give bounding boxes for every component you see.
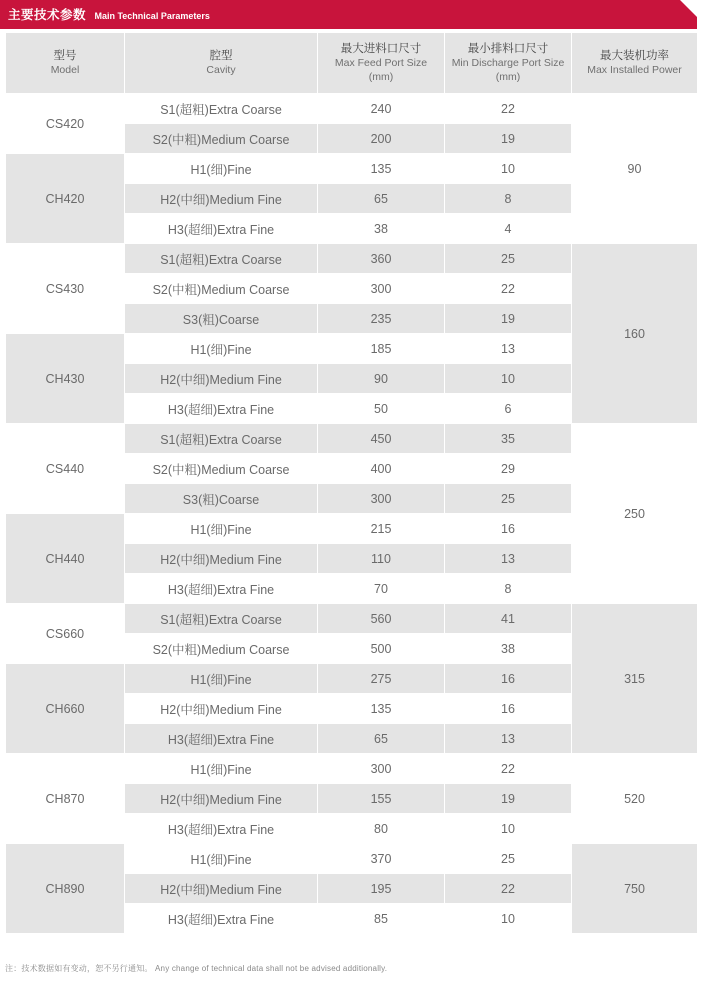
cavity-cell: S2(中粗)Medium Coarse [125, 454, 318, 484]
cavity-cell: S1(超粗)Extra Coarse [125, 424, 318, 454]
feed-size-cell: 155 [318, 784, 445, 814]
power-cell: 160 [572, 244, 698, 424]
discharge-size-cell: 8 [445, 574, 572, 604]
discharge-size-cell: 19 [445, 784, 572, 814]
feed-size-cell: 135 [318, 694, 445, 724]
discharge-size-cell: 25 [445, 244, 572, 274]
discharge-size-cell: 22 [445, 874, 572, 904]
cavity-cell: H3(超细)Extra Fine [125, 394, 318, 424]
feed-size-cell: 85 [318, 904, 445, 934]
discharge-size-cell: 25 [445, 484, 572, 514]
feed-size-cell: 300 [318, 484, 445, 514]
feed-size-cell: 80 [318, 814, 445, 844]
feed-size-cell: 500 [318, 634, 445, 664]
feed-size-cell: 300 [318, 754, 445, 784]
table-row [6, 94, 698, 124]
discharge-size-cell: 8 [445, 184, 572, 214]
feed-size-cell: 65 [318, 724, 445, 754]
cavity-cell: H2(中细)Medium Fine [125, 874, 318, 904]
discharge-size-cell: 6 [445, 394, 572, 424]
header-feed-size [318, 33, 445, 94]
header-installed-power [572, 33, 698, 94]
model-cell: CS440 [6, 424, 125, 514]
discharge-size-cell: 16 [445, 694, 572, 724]
header-discharge-size-en: Min Discharge Port Size [451, 57, 565, 69]
cavity-cell: S1(超粗)Extra Coarse [125, 244, 318, 274]
footnote: 注：技术数据如有变动，恕不另行通知。 Any change of technical data shall not be advised additionally. [5, 964, 388, 973]
discharge-size-cell: 10 [445, 904, 572, 934]
discharge-size-cell: 13 [445, 334, 572, 364]
discharge-size-cell: 38 [445, 634, 572, 664]
header-discharge-size-zh: 最小排料口尺寸 [467, 43, 549, 55]
model-cell: CS420 [6, 94, 125, 154]
discharge-size-cell: 10 [445, 814, 572, 844]
header-discharge-size [445, 33, 572, 94]
header-model-en: Model [50, 64, 80, 76]
cavity-cell: H3(超细)Extra Fine [125, 574, 318, 604]
cavity-cell: H1(细)Fine [125, 514, 318, 544]
cavity-cell: H2(中细)Medium Fine [125, 694, 318, 724]
discharge-size-cell: 16 [445, 514, 572, 544]
cavity-cell: H2(中细)Medium Fine [125, 784, 318, 814]
cavity-cell: S3(粗)Coarse [125, 484, 318, 514]
feed-size-cell: 560 [318, 604, 445, 634]
model-cell: CH660 [6, 664, 125, 754]
cavity-cell: H2(中细)Medium Fine [125, 364, 318, 394]
power-cell: 250 [572, 424, 698, 604]
header-cavity-en: Cavity [206, 64, 236, 76]
model-cell: CH430 [6, 334, 125, 424]
power-cell: 315 [572, 604, 698, 754]
cavity-cell: H1(细)Fine [125, 334, 318, 364]
cavity-cell: S3(粗)Coarse [125, 304, 318, 334]
cavity-cell: S2(中粗)Medium Coarse [125, 634, 318, 664]
table-row [6, 844, 698, 874]
feed-size-cell: 135 [318, 154, 445, 184]
technical-parameters-table [5, 32, 698, 934]
discharge-size-cell: 19 [445, 304, 572, 334]
model-cell: CH870 [6, 754, 125, 844]
table-row [6, 754, 698, 784]
cavity-cell: S2(中粗)Medium Coarse [125, 274, 318, 304]
discharge-size-cell: 22 [445, 94, 572, 124]
table-row [6, 424, 698, 454]
discharge-size-cell: 4 [445, 214, 572, 244]
feed-size-cell: 235 [318, 304, 445, 334]
model-cell: CS430 [6, 244, 125, 334]
cavity-cell: H1(细)Fine [125, 844, 318, 874]
table-row [6, 244, 698, 274]
feed-size-cell: 38 [318, 214, 445, 244]
header-feed-size-unit: (mm) [368, 71, 394, 83]
cavity-cell: H1(细)Fine [125, 154, 318, 184]
cavity-cell: H1(细)Fine [125, 754, 318, 784]
cavity-cell: S2(中粗)Medium Coarse [125, 124, 318, 154]
table-header-row [6, 33, 698, 94]
banner-title [8, 0, 210, 29]
section-banner [0, 0, 703, 29]
feed-size-cell: 70 [318, 574, 445, 604]
discharge-size-cell: 35 [445, 424, 572, 454]
cavity-cell: H3(超细)Extra Fine [125, 814, 318, 844]
feed-size-cell: 400 [318, 454, 445, 484]
feed-size-cell: 200 [318, 124, 445, 154]
discharge-size-cell: 10 [445, 154, 572, 184]
header-feed-size-en: Max Feed Port Size [334, 57, 428, 69]
discharge-size-cell: 22 [445, 274, 572, 304]
header-feed-size-zh: 最大进料口尺寸 [340, 43, 422, 55]
discharge-size-cell: 25 [445, 844, 572, 874]
cavity-cell: H2(中细)Medium Fine [125, 544, 318, 574]
header-installed-power-en: Max Installed Power [587, 64, 682, 76]
model-cell: CS660 [6, 604, 125, 664]
feed-size-cell: 360 [318, 244, 445, 274]
discharge-size-cell: 13 [445, 724, 572, 754]
power-cell: 90 [572, 94, 698, 244]
feed-size-cell: 110 [318, 544, 445, 574]
banner-title-zh: 主要技术参数 [8, 8, 87, 22]
feed-size-cell: 195 [318, 874, 445, 904]
feed-size-cell: 450 [318, 424, 445, 454]
model-cell: CH420 [6, 154, 125, 244]
discharge-size-cell: 16 [445, 664, 572, 694]
cavity-cell: H1(细)Fine [125, 664, 318, 694]
power-cell: 750 [572, 844, 698, 934]
feed-size-cell: 185 [318, 334, 445, 364]
feed-size-cell: 215 [318, 514, 445, 544]
discharge-size-cell: 29 [445, 454, 572, 484]
discharge-size-cell: 19 [445, 124, 572, 154]
cavity-cell: H3(超细)Extra Fine [125, 904, 318, 934]
header-cavity [125, 33, 318, 94]
header-discharge-size-unit: (mm) [495, 71, 521, 83]
feed-size-cell: 50 [318, 394, 445, 424]
feed-size-cell: 90 [318, 364, 445, 394]
header-cavity-zh: 腔型 [209, 50, 233, 62]
cavity-cell: H3(超细)Extra Fine [125, 724, 318, 754]
cavity-cell: S1(超粗)Extra Coarse [125, 94, 318, 124]
discharge-size-cell: 22 [445, 754, 572, 784]
model-cell: CH440 [6, 514, 125, 604]
table-row [6, 604, 698, 634]
cavity-cell: H2(中细)Medium Fine [125, 184, 318, 214]
feed-size-cell: 370 [318, 844, 445, 874]
feed-size-cell: 65 [318, 184, 445, 214]
cavity-cell: S1(超粗)Extra Coarse [125, 604, 318, 634]
cavity-cell: H3(超细)Extra Fine [125, 214, 318, 244]
discharge-size-cell: 13 [445, 544, 572, 574]
feed-size-cell: 300 [318, 274, 445, 304]
banner-title-en: Main Technical Parameters [94, 11, 210, 21]
feed-size-cell: 240 [318, 94, 445, 124]
header-installed-power-zh: 最大装机功率 [600, 50, 669, 62]
feed-size-cell: 275 [318, 664, 445, 694]
header-model [6, 33, 125, 94]
header-model-zh: 型号 [53, 50, 77, 62]
power-cell: 520 [572, 754, 698, 844]
discharge-size-cell: 10 [445, 364, 572, 394]
discharge-size-cell: 41 [445, 604, 572, 634]
model-cell: CH890 [6, 844, 125, 934]
